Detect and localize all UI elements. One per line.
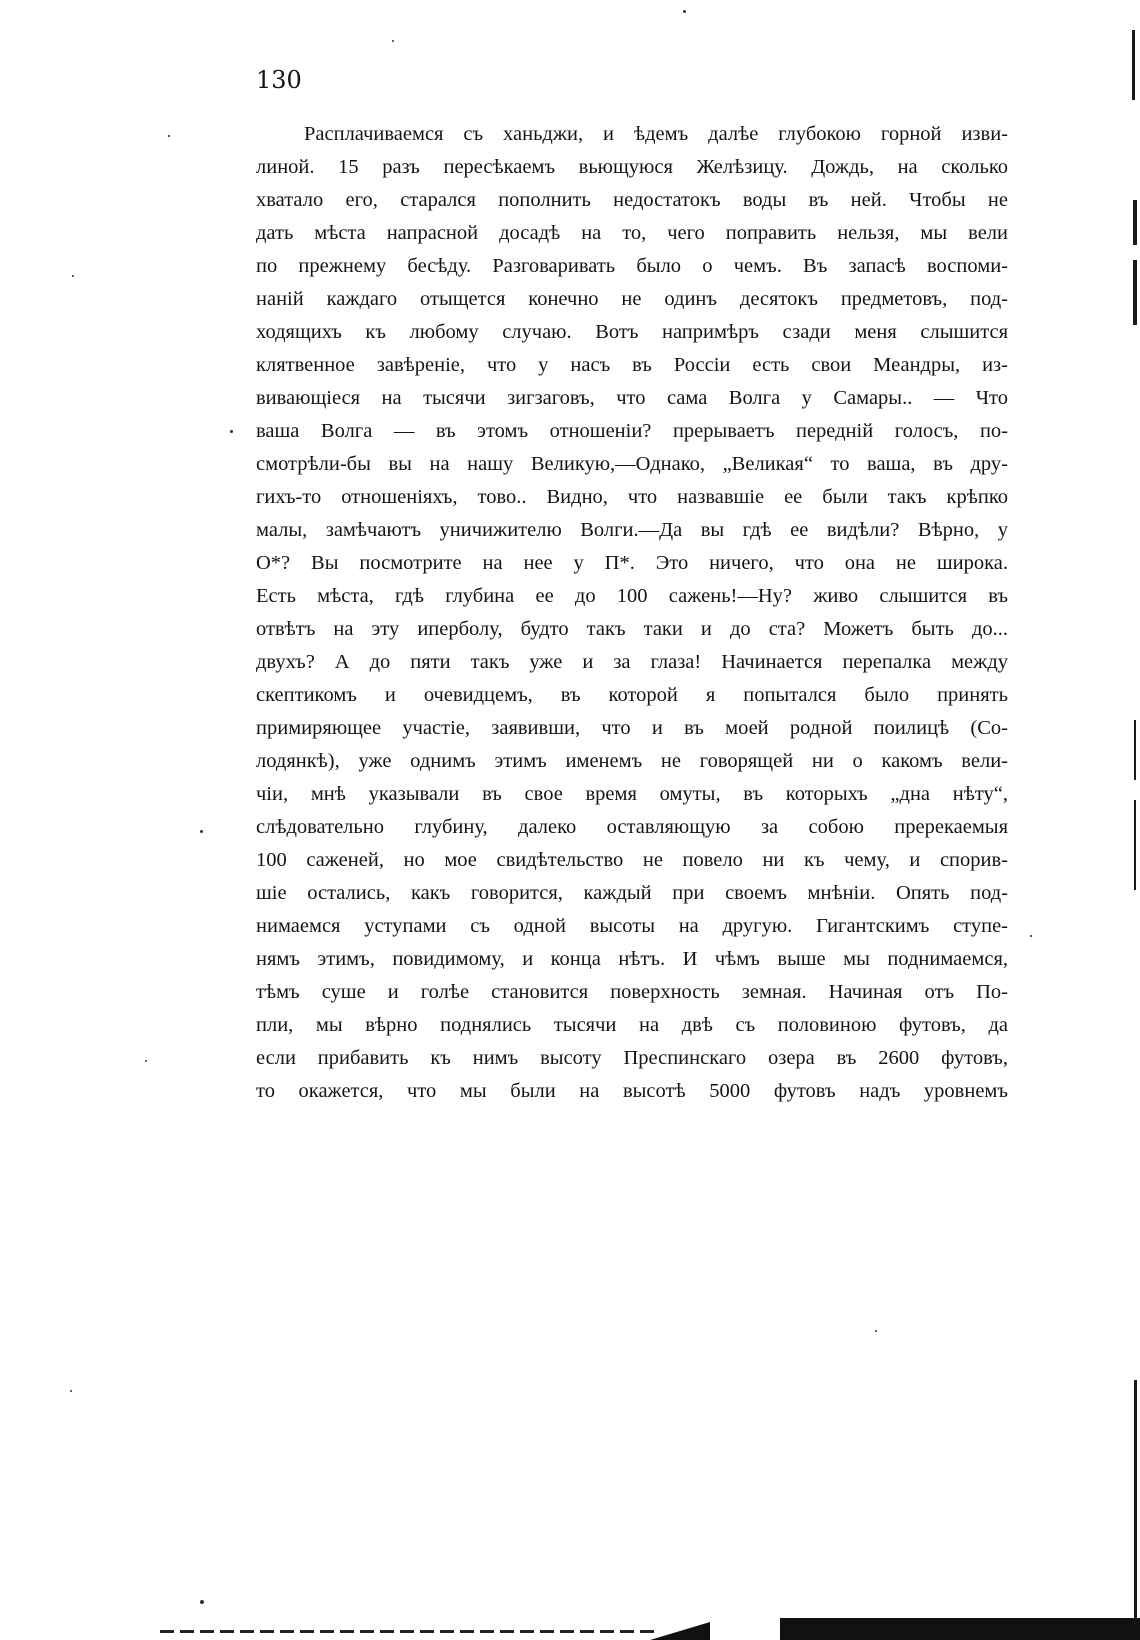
- scan-speck: [200, 830, 203, 833]
- scan-speck: [168, 135, 170, 137]
- scan-edge-mark: [1133, 260, 1137, 325]
- scan-speck: [230, 430, 233, 433]
- text-line: скептикомъ и очевидцемъ, въ которой я попытался было принять: [256, 684, 1008, 706]
- text-line: шіе остались, какъ говорится, каждый при своемъ мнѣніи. Опять под-: [256, 882, 1008, 904]
- scan-speck: [392, 40, 394, 42]
- scan-speck: [1030, 935, 1032, 937]
- text-line: клятвенное завѣреніе, что у насъ въ Россіи есть свои Меандры, из-: [256, 354, 1008, 376]
- scan-speck: [200, 1600, 204, 1604]
- text-line: смотрѣли-бы вы на нашу Великую,—Однако, „Великая“ то ваша, въ дру-: [256, 453, 1008, 475]
- text-line: примиряющее участіе, заявивши, что и въ моей родной поилицѣ (Со-: [256, 717, 1008, 739]
- text-line: ваша Волга — въ этомъ отношеніи? прерываетъ передній голосъ, по-: [256, 420, 1008, 442]
- scan-bottom-line: [160, 1630, 660, 1633]
- scan-edge-mark: [1134, 720, 1136, 780]
- text-line: ходящихъ къ любому случаю. Вотъ напримѣръ сзади меня слышится: [256, 321, 1008, 343]
- scan-speck: [145, 1060, 147, 1062]
- scan-bottom-bar: [780, 1618, 1140, 1640]
- text-line: хватало его, старался пополнить недостатокъ воды въ ней. Чтобы не: [256, 189, 1008, 211]
- scan-speck: [875, 1330, 877, 1332]
- text-line: пли, мы вѣрно поднялись тысячи на двѣ съ половиною футовъ, да: [256, 1014, 1008, 1036]
- text-line: Расплачиваемся съ ханьджи, и ѣдемъ далѣе глубокою горной изви-: [304, 123, 1008, 145]
- text-line: Есть мѣста, гдѣ глубина ее до 100 сажень!—Ну? живо слышится въ: [256, 585, 1008, 607]
- text-line: линой. 15 разъ пересѣкаемъ вьющуюся Желѣзицу. Дождь, на сколько: [256, 156, 1008, 178]
- scan-edge-mark: [1134, 800, 1136, 890]
- text-line: О*? Вы посмотрите на нее у П*. Это ничего, что она не широка.: [256, 552, 1008, 574]
- scan-bottom-wedge: [650, 1622, 710, 1640]
- text-line: гихъ-то отношеніяхъ, тово.. Видно, что назвавшіе ее были такъ крѣпко: [256, 486, 1008, 508]
- scan-edge-mark: [1133, 200, 1137, 245]
- text-line: вивающіеся на тысячи зигзаговъ, что сама Волга у Самары.. — Что: [256, 387, 1008, 409]
- text-line: тѣмъ суше и голѣе становится поверхность земная. Начиная отъ По-: [256, 981, 1008, 1003]
- text-line: чіи, мнѣ указывали въ свое время омуты, въ которыхъ „дна нѣту“,: [256, 783, 1008, 805]
- text-line: нямъ этимъ, повидимому, и конца нѣтъ. И чѣмъ выше мы поднимаемся,: [256, 948, 1008, 970]
- scan-edge-mark: [1132, 30, 1135, 100]
- text-line: отвѣтъ на эту иперболу, будто такъ таки и до ста? Можетъ быть до...: [256, 618, 1008, 640]
- text-line: если прибавить къ нимъ высоту Преспинскаго озера въ 2600 футовъ,: [256, 1047, 1008, 1069]
- body-text: [256, 118, 1008, 1108]
- text-line: 100 саженей, но мое свидѣтельство не повело ни къ чему, и спорив-: [256, 849, 1008, 871]
- text-line: слѣдовательно глубину, далеко оставляющую за собою пререкаемыя: [256, 816, 1008, 838]
- text-line: дать мѣста напрасной досадѣ на то, чего поправить нельзя, мы вели: [256, 222, 1008, 244]
- scan-speck: [70, 1390, 72, 1392]
- text-line: наній каждаго отыщется конечно не одинъ десятокъ предметовъ, под-: [256, 288, 1008, 310]
- text-line: то окажется, что мы были на высотѣ 5000 футовъ надъ уровнемъ: [256, 1080, 1008, 1102]
- text-line: лодянкѣ), уже однимъ этимъ именемъ не говорящей ни о какомъ вели-: [256, 750, 1008, 772]
- scan-speck: [72, 275, 74, 277]
- text-line: нимаемся уступами съ одной высоты на другую. Гигантскимъ ступе-: [256, 915, 1008, 937]
- text-line: двухъ? А до пяти такъ уже и за глаза! Начинается перепалка между: [256, 651, 1008, 673]
- text-line: малы, замѣчаютъ уничижителю Волги.—Да вы гдѣ ее видѣли? Вѣрно, у: [256, 519, 1008, 541]
- scan-speck: [683, 10, 686, 13]
- page-number: 130: [256, 66, 302, 94]
- text-line: по прежнему бесѣду. Разговаривать было о чемъ. Въ запасѣ воспоми-: [256, 255, 1008, 277]
- scan-edge-mark: [1134, 1380, 1137, 1620]
